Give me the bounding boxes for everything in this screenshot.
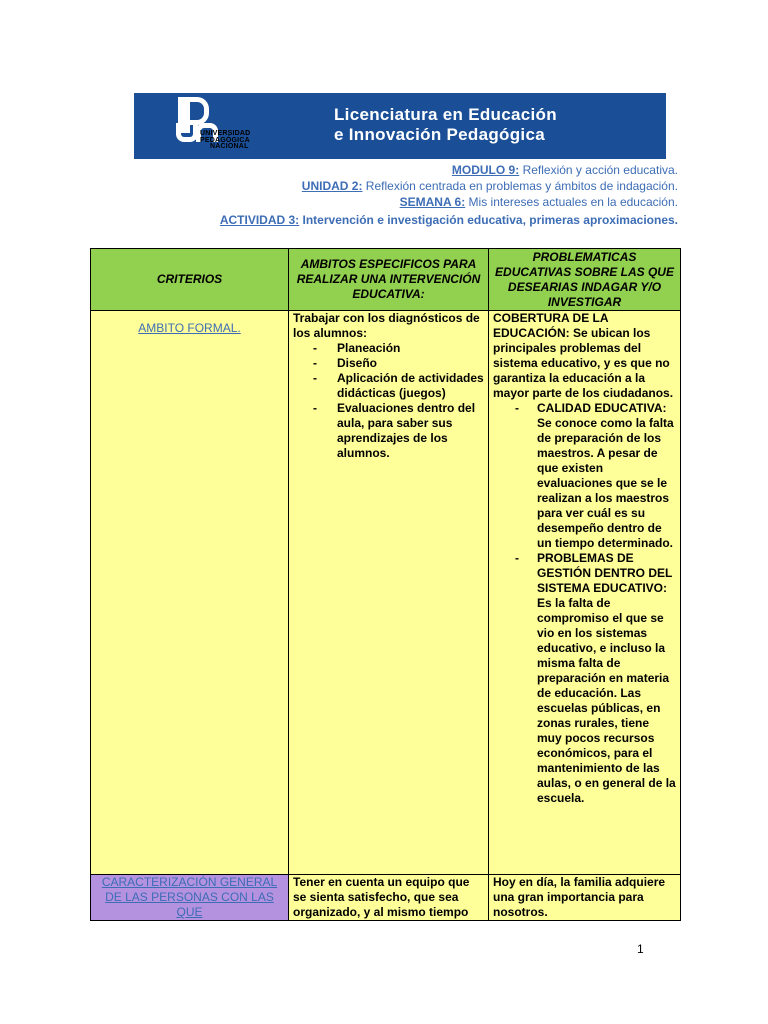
list-item: - Aplicación de actividades didácticas (juegos) (293, 371, 484, 401)
criterio-ambito-formal-link[interactable]: AMBITO FORMAL. (138, 321, 241, 335)
ambitos-cell: Trabajar con los diagnósticos de los alumnos: - Planeación - Diseño - Aplicación de actividades didácticas (juegos) - Evaluaciones dentro del aula, para saber sus aprendizajes de los alumnos. (289, 311, 489, 875)
unidad-link[interactable]: UNIDAD 2: (301, 179, 363, 193)
criterio-cell (91, 875, 289, 921)
list-item: - Evaluaciones dentro del aula, para saber sus aprendizajes de los alumnos. (293, 401, 484, 461)
table-row (91, 875, 681, 921)
col-header-ambitos: AMBITOS ESPECIFICOS PARA REALIZAR UNA INTERVENCIÓN EDUCATIVA: (289, 249, 489, 311)
header-actividad: ACTIVIDAD 3: Intervención e investigación educativa, primeras aproximaciones. (219, 213, 678, 227)
header-unidad: UNIDAD 2: Reflexión centrada en problemas y ámbitos de indagación. (301, 179, 678, 193)
modulo-link[interactable]: MODULO 9: (451, 163, 520, 177)
col-header-problematicas: PROBLEMATICAS EDUCATIVAS SOBRE LAS QUE DESEARIAS INDAGAR Y/O INVESTIGAR (489, 249, 681, 311)
table-header-row (91, 249, 681, 311)
criteria-table (90, 248, 681, 921)
header-semana: SEMANA 6: Mis intereses actuales en la educación. (399, 195, 678, 209)
problematicas-cell: Hoy en día, la familia adquiere una gran importancia para nosotros. (489, 875, 681, 921)
criterio-caracterizacion-link[interactable]: CARACTERIZACIÓN GENERAL DE LAS PERSONAS CON LAS QUE (101, 875, 278, 919)
list-item: - Planeación (293, 341, 484, 356)
ambitos-list (293, 341, 484, 461)
actividad-link[interactable]: ACTIVIDAD 3: (219, 213, 300, 227)
page-number: 1 (637, 942, 644, 956)
banner-title: Licenciatura en Educación e Innovación Pedagógica (334, 105, 557, 144)
list-item: - PROBLEMAS DE GESTIÓN DENTRO DEL SISTEMA EDUCATIVO: Es la falta de compromiso el que se vio en los sistemas educativo, e incluso la misma falta de preparación en materia de educación. Las escuelas públicas, en zonas rurales, tiene muy pocos recursos económicos, para el mantenimiento de las aulas, o en general de la escuela. (493, 551, 676, 806)
ambitos-cell: Tener en cuenta un equipo que se sienta satisfecho, que sea organizado, y al mismo tiempo (289, 875, 489, 921)
list-item: - CALIDAD EDUCATIVA: Se conoce como la falta de preparación de los maestros. A pesar de que existen evaluaciones que se le realizan a los maestros para ver cuál es su desempeño dentro de un tiempo determinado. (493, 401, 676, 551)
logo-text: UNIVERSIDAD PEDAGÓGICA NACIONAL (200, 130, 251, 150)
list-item: - Diseño (293, 356, 484, 371)
header-modulo: MODULO 9: Reflexión y acción educativa. (451, 163, 678, 177)
table-row (91, 311, 681, 875)
problematicas-list (493, 401, 676, 806)
problematicas-cell: COBERTURA DE LA EDUCACIÓN: Se ubican los principales problemas del sistema educativo, y es que no garantiza la educación a la mayor parte de los ciudadanos. - CALIDAD EDUCATIVA: Se conoce como la falta de preparación de los maestros. A pesar de que existen evaluaciones que se le realizan a los maestros para ver cuál es su desempeño dentro de un tiempo determinado. - PROBLEMAS DE GESTIÓN DENTRO DEL SISTEMA EDUCATIVO: Es la falta de compromiso el que se vio en los sistemas educativo, e incluso la misma falta de preparación en materia de educación. Las escuelas públicas, en zonas rurales, tiene muy pocos recursos económicos, para el mantenimiento de las aulas, o en general de la escuela. (489, 311, 681, 875)
semana-link[interactable]: SEMANA 6: (399, 195, 466, 209)
criterio-cell (91, 311, 289, 875)
col-header-criterios: CRITERIOS (91, 249, 289, 311)
header-banner (134, 93, 666, 159)
